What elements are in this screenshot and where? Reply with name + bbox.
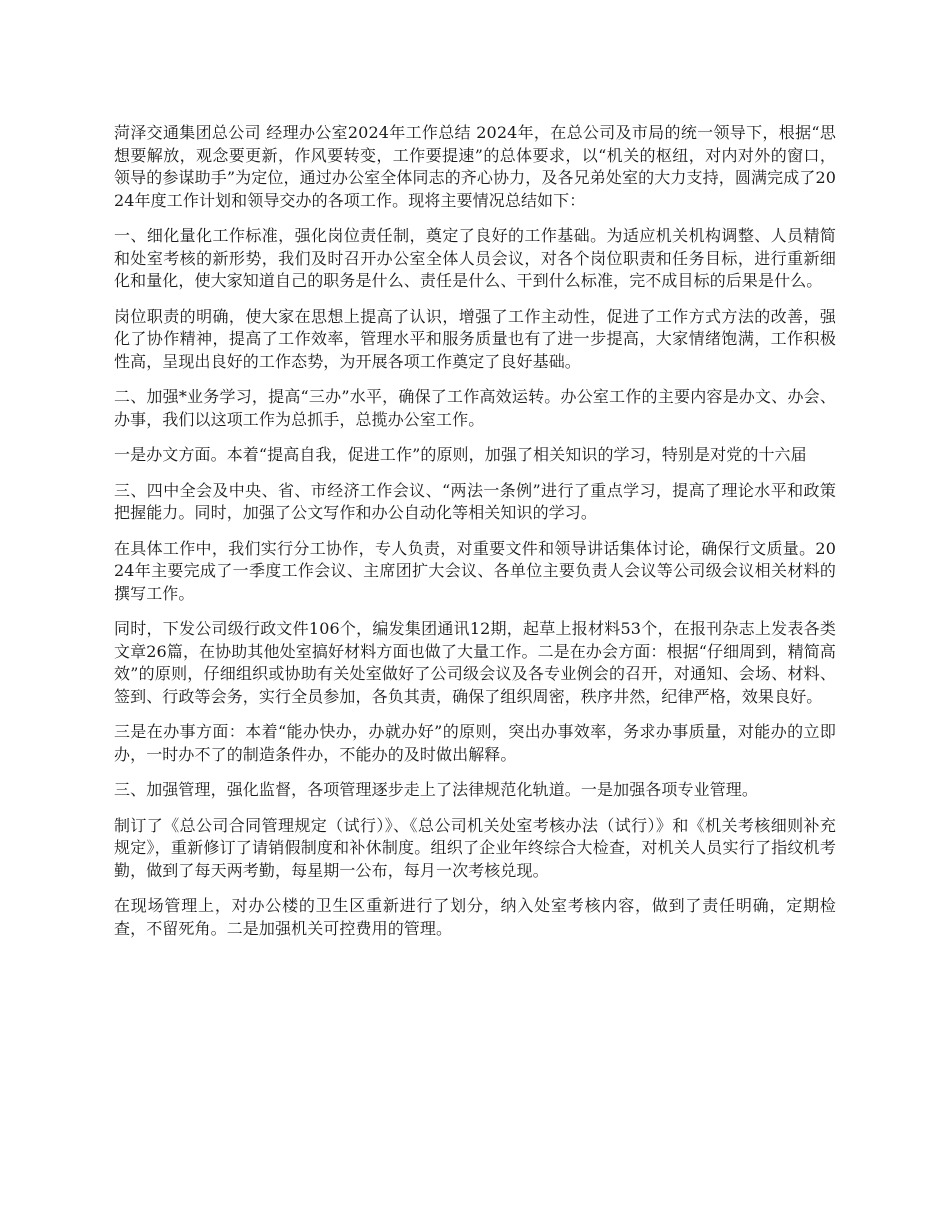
paragraph-section-3: 三、加强管理，强化监督，各项管理逐步走上了法律规范化轨道。一是加强各项专业管理。 [114, 780, 759, 799]
paragraph-intro: 菏泽交通集团总公司 经理办公室2024年工作总结 2024年，在总公司及市局的统一领导下，根据“思想要解放，观念要更新，作风要转变，工作要提速”的总体要求，以“机关的枢纽，对内对外的窗口，领导的参谋助手”为定位，通过办公室全体同志的齐心协力，及各兄弟处室的大力支持，圆满完成了2024年度工作计划和领导交办的各项工作。现将主要情况总结如下： [114, 123, 836, 210]
paragraph-section-1: 一、细化量化工作标准，强化岗位责任制，奠定了良好的工作基础。为适应机关机构调整、人员精简和处室考核的新形势，我们及时召开办公室全体人员会议，对各个岗位职责和任务目标，进行重新细化和量化，使大家知道自己的职务是什么、责任是什么、干到什么标准，完不成目标的后果是什么。 [114, 226, 836, 290]
paragraph: 三是在办事方面：本着“能办快办，办就办好”的原则，突出办事效率，务求办事质量，对能办的立即办，一时办不了的制造条件办，不能办的及时做出解释。 [114, 722, 836, 764]
paragraph: 三、四中全会及中央、省、市经济工作会议、“两法一条例”进行了重点学习，提高了理论水平和政策把握能力。同时，加强了公文写作和办公自动化等相关知识的学习。 [114, 480, 836, 522]
paragraph-section-2: 二、加强*业务学习，提高“三办”水平，确保了工作高效运转。办公室工作的主要内容是办文、办会、办事，我们以这项工作为总抓手，总揽办公室工作。 [114, 387, 836, 429]
document-body [114, 122, 836, 953]
paragraph: 同时，下发公司级行政文件106个，编发集团通讯12期，起草上报材料53个，在报刊杂志上发表各类文章26篇，在协助其他处室搞好材料方面也做了大量工作。二是在办会方面：根据“仔细周到，精简高效”的原则，仔细组织或协助有关处室做好了公司级会议及各专业例会的召开，对通知、会场、材料、签到、行政等会务，实行全员参加，各负其责，确保了组织周密，秩序井然，纪律严格，效果良好。 [114, 619, 836, 706]
paragraph: 在具体工作中，我们实行分工协作，专人负责，对重要文件和领导讲话集体讨论，确保行文质量。2024年主要完成了一季度工作会议、主席团扩大会议、各单位主要负责人会议等公司级会议相关材料的撰写工作。 [114, 538, 836, 603]
paragraph: 制订了《总公司合同管理规定（试行）》、《总公司机关处室考核办法（试行）》和《机关考核细则补充规定》，重新修订了请销假制度和补休制度。组织了企业年终综合大检查，对机关人员实行了指纹机考勤，做到了每天两考勤，每星期一公布，每月一次考核兑现。 [114, 815, 836, 880]
paragraph: 岗位职责的明确，使大家在思想上提高了认识，增强了工作主动性，促进了工作方式方法的改善，强化了协作精神，提高了工作效率，管理水平和服务质量也有了进一步提高，大家情绪饱满，工作积极性高，呈现出良好的工作态势，为开展各项工作奠定了良好基础。 [114, 306, 836, 371]
paragraph: 在现场管理上，对办公楼的卫生区重新进行了划分，纳入处室考核内容，做到了责任明确，定期检查，不留死角。二是加强机关可控费用的管理。 [114, 896, 836, 938]
paragraph: 一是办文方面。本着“提高自我，促进工作”的原则，加强了相关知识的学习，特别是对党的十六届 [114, 445, 807, 464]
